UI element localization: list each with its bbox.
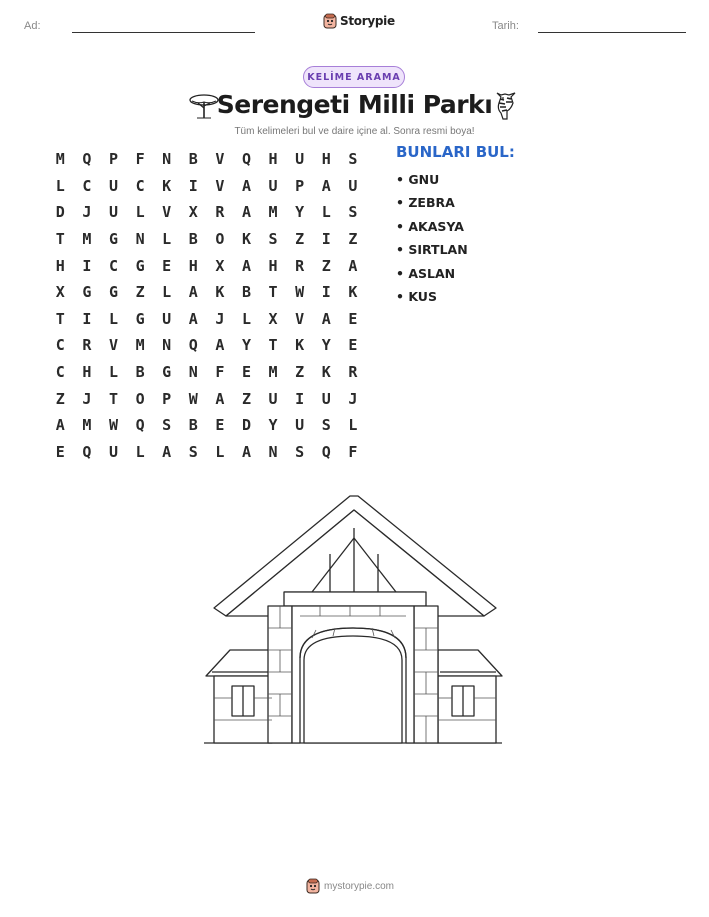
grid-letter[interactable]: Z	[321, 256, 331, 275]
grid-letter[interactable]: I	[295, 389, 305, 408]
grid-letter[interactable]: Q	[188, 336, 198, 355]
page-title: Serengeti Milli Parkı	[216, 90, 493, 119]
grid-letter[interactable]: J	[348, 389, 358, 408]
grid-letter[interactable]: K	[241, 230, 251, 249]
find-list-title: BUNLARI BUL:	[396, 143, 515, 161]
grid-letter[interactable]: B	[188, 416, 198, 435]
grid-letter[interactable]: R	[82, 336, 92, 355]
grid-letter[interactable]: K	[215, 283, 225, 302]
grid-letter[interactable]: H	[268, 256, 278, 275]
grid-letter[interactable]: U	[268, 176, 278, 195]
grid-letter[interactable]: K	[295, 336, 305, 355]
grid-letter[interactable]: Z	[295, 363, 305, 382]
grid-letter[interactable]: S	[188, 442, 198, 461]
grid-letter[interactable]: Y	[295, 203, 305, 222]
grid-letter[interactable]: I	[188, 176, 198, 195]
grid-letter[interactable]: M	[135, 336, 145, 355]
grid-letter[interactable]: Q	[135, 416, 145, 435]
grid-letter[interactable]: Y	[268, 416, 278, 435]
name-label: Ad:	[24, 20, 41, 32]
grid-letter[interactable]: U	[295, 150, 305, 169]
grid-letter[interactable]: M	[268, 203, 278, 222]
grid-letter[interactable]: M	[268, 363, 278, 382]
grid-letter[interactable]: U	[108, 176, 118, 195]
grid-letter[interactable]: C	[55, 363, 65, 382]
grid-letter[interactable]: G	[135, 309, 145, 328]
grid-letter[interactable]: Z	[135, 283, 145, 302]
grid-letter[interactable]: Q	[82, 442, 92, 461]
grid-letter[interactable]: E	[241, 363, 251, 382]
grid-letter[interactable]: A	[188, 309, 198, 328]
grid-letter[interactable]: C	[55, 336, 65, 355]
grid-letter[interactable]: L	[135, 203, 145, 222]
grid-letter[interactable]: W	[108, 416, 118, 435]
grid-letter[interactable]: H	[55, 256, 65, 275]
word-list-item: • GNU	[396, 172, 440, 187]
grid-letter[interactable]: Z	[241, 389, 251, 408]
grid-letter[interactable]: X	[268, 309, 278, 328]
grid-row	[47, 146, 366, 173]
grid-letter[interactable]: A	[215, 336, 225, 355]
grid-letter[interactable]: Y	[321, 336, 331, 355]
grid-row	[47, 385, 366, 412]
grid-letter[interactable]: E	[348, 309, 358, 328]
grid-letter[interactable]: L	[108, 309, 118, 328]
grid-letter[interactable]: Z	[348, 230, 358, 249]
grid-letter[interactable]: K	[321, 363, 331, 382]
grid-letter[interactable]: J	[82, 389, 92, 408]
grid-letter[interactable]: H	[268, 150, 278, 169]
grid-letter[interactable]: I	[82, 309, 92, 328]
grid-letter[interactable]: Y	[241, 336, 251, 355]
grid-letter[interactable]: S	[321, 416, 331, 435]
grid-letter[interactable]: M	[55, 150, 65, 169]
grid-letter[interactable]: A	[241, 256, 251, 275]
park-gate-drawing	[200, 488, 510, 750]
grid-letter[interactable]: A	[215, 389, 225, 408]
brand-logo	[323, 13, 395, 29]
activity-badge: KELİME ARAMA	[303, 66, 405, 88]
word-list-item: • KUS	[396, 288, 437, 304]
grid-letter[interactable]: Q	[321, 442, 331, 461]
grid-letter[interactable]: R	[295, 256, 305, 275]
grid-letter[interactable]: Q	[241, 150, 251, 169]
grid-letter[interactable]: B	[188, 150, 198, 169]
grid-letter[interactable]: S	[348, 203, 358, 222]
grid-letter[interactable]: W	[295, 283, 305, 302]
grid-letter[interactable]: T	[268, 336, 278, 355]
grid-letter[interactable]: N	[162, 336, 172, 355]
grid-letter[interactable]: N	[188, 363, 198, 382]
grid-letter[interactable]: L	[162, 283, 172, 302]
grid-letter[interactable]: T	[55, 230, 65, 249]
grid-letter[interactable]: P	[162, 389, 172, 408]
grid-letter[interactable]: G	[82, 283, 92, 302]
grid-letter[interactable]: S	[162, 416, 172, 435]
grid-letter[interactable]: P	[108, 150, 118, 169]
grid-letter[interactable]: P	[295, 176, 305, 195]
grid-letter[interactable]: R	[348, 363, 358, 382]
grid-letter[interactable]: F	[215, 363, 225, 382]
grid-row	[47, 199, 366, 226]
grid-letter[interactable]: L	[55, 176, 65, 195]
grid-letter[interactable]: V	[162, 203, 172, 222]
grid-letter[interactable]: G	[108, 230, 118, 249]
grid-letter[interactable]: E	[55, 442, 65, 461]
grid-row	[47, 173, 366, 200]
grid-letter[interactable]: G	[135, 256, 145, 275]
grid-letter[interactable]: X	[55, 283, 65, 302]
grid-letter[interactable]: A	[188, 283, 198, 302]
grid-letter[interactable]: S	[295, 442, 305, 461]
grid-letter[interactable]: N	[268, 442, 278, 461]
grid-letter[interactable]: T	[55, 309, 65, 328]
grid-letter[interactable]: V	[215, 150, 225, 169]
grid-letter[interactable]: V	[108, 336, 118, 355]
word-search-grid	[47, 146, 366, 465]
grid-letter[interactable]: T	[268, 283, 278, 302]
zebra-icon	[489, 89, 521, 121]
grid-letter[interactable]: O	[135, 389, 145, 408]
grid-row	[47, 439, 366, 466]
word-list-item: • ASLAN	[396, 265, 456, 281]
grid-letter[interactable]: A	[241, 176, 251, 195]
grid-letter[interactable]: K	[162, 176, 172, 195]
word-list-item: • AKASYA	[396, 218, 464, 234]
grid-letter[interactable]: A	[241, 203, 251, 222]
grid-letter[interactable]: K	[348, 283, 358, 302]
grid-letter[interactable]: H	[321, 150, 331, 169]
grid-letter[interactable]: U	[321, 389, 331, 408]
grid-letter[interactable]: L	[135, 442, 145, 461]
grid-letter[interactable]: U	[348, 176, 358, 195]
grid-letter[interactable]: C	[108, 256, 118, 275]
grid-letter[interactable]: S	[348, 150, 358, 169]
grid-letter[interactable]: B	[188, 230, 198, 249]
instructions: Tüm kelimeleri bul ve daire içine al. Sonra resmi boya!	[234, 126, 475, 137]
grid-letter[interactable]: A	[321, 309, 331, 328]
grid-letter[interactable]: F	[135, 150, 145, 169]
grid-letter[interactable]: I	[321, 230, 331, 249]
grid-letter[interactable]: U	[295, 416, 305, 435]
grid-letter[interactable]: E	[348, 336, 358, 355]
footer-url: mystorypie.com	[324, 880, 395, 892]
grid-letter[interactable]: L	[321, 203, 331, 222]
grid-letter[interactable]: J	[215, 309, 225, 328]
grid-letter[interactable]: H	[188, 256, 198, 275]
grid-letter[interactable]: F	[348, 442, 358, 461]
grid-letter[interactable]: L	[348, 416, 358, 435]
grid-letter[interactable]: L	[215, 442, 225, 461]
date-line	[538, 32, 686, 33]
grid-letter[interactable]: H	[82, 363, 92, 382]
grid-letter[interactable]: Z	[295, 230, 305, 249]
grid-letter[interactable]: G	[108, 283, 118, 302]
grid-letter[interactable]: I	[321, 283, 331, 302]
grid-letter[interactable]: J	[82, 203, 92, 222]
grid-letter[interactable]: N	[135, 230, 145, 249]
grid-row	[47, 359, 366, 386]
grid-letter[interactable]: E	[215, 416, 225, 435]
grid-letter[interactable]: B	[241, 283, 251, 302]
grid-letter[interactable]: S	[268, 230, 278, 249]
grid-letter[interactable]: A	[321, 176, 331, 195]
grid-letter[interactable]: V	[295, 309, 305, 328]
grid-letter[interactable]: Q	[82, 150, 92, 169]
grid-letter[interactable]: A	[162, 442, 172, 461]
storypie-mascot-icon	[306, 878, 320, 894]
grid-letter[interactable]: L	[162, 230, 172, 249]
grid-letter[interactable]: A	[55, 416, 65, 435]
grid-letter[interactable]: C	[135, 176, 145, 195]
grid-letter[interactable]: M	[82, 230, 92, 249]
grid-letter[interactable]: U	[108, 203, 118, 222]
grid-letter[interactable]: X	[188, 203, 198, 222]
word-list-item: • ZEBRA	[396, 195, 455, 211]
grid-letter[interactable]: R	[215, 203, 225, 222]
storypie-mascot-icon	[323, 13, 337, 29]
grid-row	[47, 412, 366, 439]
name-line	[72, 32, 255, 33]
grid-row	[47, 306, 366, 333]
grid-letter[interactable]: L	[108, 363, 118, 382]
word-list	[396, 172, 468, 312]
footer	[306, 878, 394, 894]
grid-letter[interactable]: L	[241, 309, 251, 328]
grid-row	[47, 226, 366, 253]
grid-letter[interactable]: D	[55, 203, 65, 222]
word-list-item: • SIRTLAN	[396, 242, 468, 258]
grid-letter[interactable]: U	[162, 309, 172, 328]
grid-letter[interactable]: M	[82, 416, 92, 435]
grid-letter[interactable]: W	[188, 389, 198, 408]
grid-letter[interactable]: Z	[55, 389, 65, 408]
grid-letter[interactable]: V	[215, 176, 225, 195]
grid-letter[interactable]: B	[135, 363, 145, 382]
grid-letter[interactable]: D	[241, 416, 251, 435]
grid-letter[interactable]: X	[215, 256, 225, 275]
grid-letter[interactable]: N	[162, 150, 172, 169]
grid-letter[interactable]: I	[82, 256, 92, 275]
grid-letter[interactable]: A	[348, 256, 358, 275]
grid-letter[interactable]: C	[82, 176, 92, 195]
grid-letter[interactable]: U	[108, 442, 118, 461]
date-label: Tarih:	[492, 20, 519, 32]
grid-row	[47, 332, 366, 359]
grid-letter[interactable]: U	[268, 389, 278, 408]
grid-letter[interactable]: T	[108, 389, 118, 408]
grid-letter[interactable]: O	[215, 230, 225, 249]
brand-name: Storypie	[340, 14, 395, 28]
grid-row	[47, 252, 366, 279]
grid-row	[47, 279, 366, 306]
grid-letter[interactable]: E	[162, 256, 172, 275]
grid-letter[interactable]: A	[241, 442, 251, 461]
grid-letter[interactable]: G	[162, 363, 172, 382]
